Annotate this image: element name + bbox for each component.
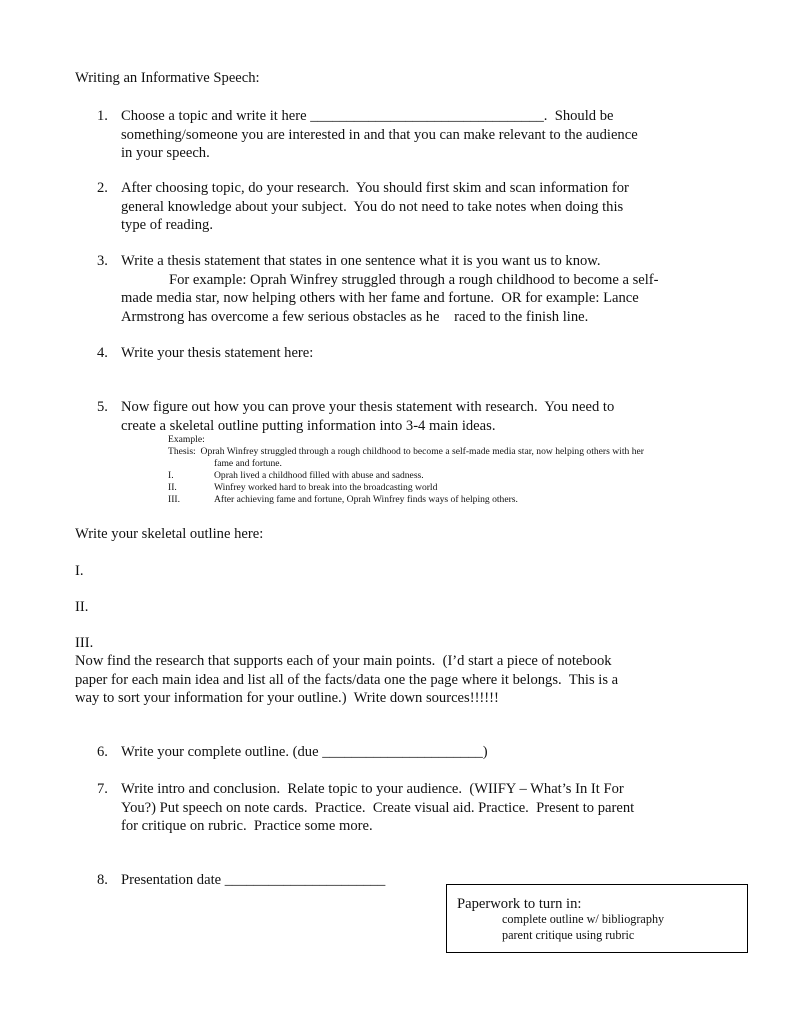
step-line: Write a thesis statement that states in one sentence what it is you want us to know. <box>121 253 601 269</box>
step-line: Write your thesis statement here: <box>121 345 314 361</box>
step-line: create a skeletal outline putting information into 3-4 main ideas. <box>121 417 496 434</box>
step-number: 2. <box>97 180 108 196</box>
step-line: Now figure out how you can prove your thesis statement with research. You need to <box>121 399 615 415</box>
example-label: Example: <box>168 434 205 445</box>
step-line: general knowledge about your subject. You do not need to take notes when doing this <box>121 198 624 215</box>
outline-numeral: II. <box>75 599 89 615</box>
example-point-text: After achieving fame and fortune, Oprah Winfrey finds ways of helping others. <box>214 494 518 505</box>
step-number: 5. <box>97 399 108 415</box>
step-number: 6. <box>97 744 108 760</box>
example-point-text: Oprah lived a childhood filled with abuse and sadness. <box>214 470 424 481</box>
example-point-num: I. <box>168 470 174 481</box>
paragraph-line: Now find the research that supports each of your main points. (I’d start a piece of notebook <box>75 653 612 669</box>
step-number: 3. <box>97 253 108 269</box>
step-line: Write intro and conclusion. Relate topic to your audience. (WIIFY – What’s In It For <box>121 781 624 797</box>
step-number: 1. <box>97 108 108 124</box>
step-number: 4. <box>97 345 108 361</box>
step-line: Armstrong has overcome a few serious obstacles as he raced to the finish line. <box>121 308 589 325</box>
example-point-text: Winfrey worked hard to break into the broadcasting world <box>214 482 438 493</box>
step-line: Write your complete outline. (due ______________________) <box>121 744 488 760</box>
step-line: something/someone you are interested in and that you can make relevant to the audience <box>121 126 638 143</box>
step-line: in your speech. <box>121 145 210 161</box>
outline-numeral: III. <box>75 635 94 651</box>
step-line: For example: Oprah Winfrey struggled through a rough childhood to become a self- <box>169 271 659 288</box>
example-point-num: III. <box>168 494 180 505</box>
paperwork-item: complete outline w/ bibliography <box>502 912 665 926</box>
example-thesis-cont: fame and fortune. <box>214 458 282 469</box>
step-number: 8. <box>97 872 108 888</box>
paperwork-title: Paperwork to turn in: <box>457 896 582 912</box>
paperwork-item: parent critique using rubric <box>502 928 635 942</box>
step-number: 7. <box>97 781 108 797</box>
step-line: for critique on rubric. Practice some more. <box>121 818 373 834</box>
step-line: After choosing topic, do your research. You should first skim and scan information for <box>121 180 629 196</box>
step-line: type of reading. <box>121 217 213 233</box>
example-point-num: II. <box>168 482 177 493</box>
step-line: Presentation date ______________________ <box>121 872 386 888</box>
outline-numeral: I. <box>75 563 84 579</box>
step-line: made media star, now helping others with her fame and fortune. OR for example: Lance <box>121 290 639 306</box>
paragraph-line: way to sort your information for your outline.) Write down sources!!!!!! <box>75 690 499 706</box>
outline-heading: Write your skeletal outline here: <box>75 526 264 542</box>
step-line: You?) Put speech on note cards. Practice. Create visual aid. Practice. Present to parent <box>121 799 635 816</box>
page-title: Writing an Informative Speech: <box>75 70 260 86</box>
paragraph-line: paper for each main idea and list all of the facts/data one the page where it belongs. This is a <box>75 671 619 688</box>
example-thesis: Thesis: Oprah Winfrey struggled through a rough childhood to become a self-made media star, now helping others with her <box>168 446 644 457</box>
step-line: Choose a topic and write it here ________________________________. Should be <box>121 108 614 124</box>
